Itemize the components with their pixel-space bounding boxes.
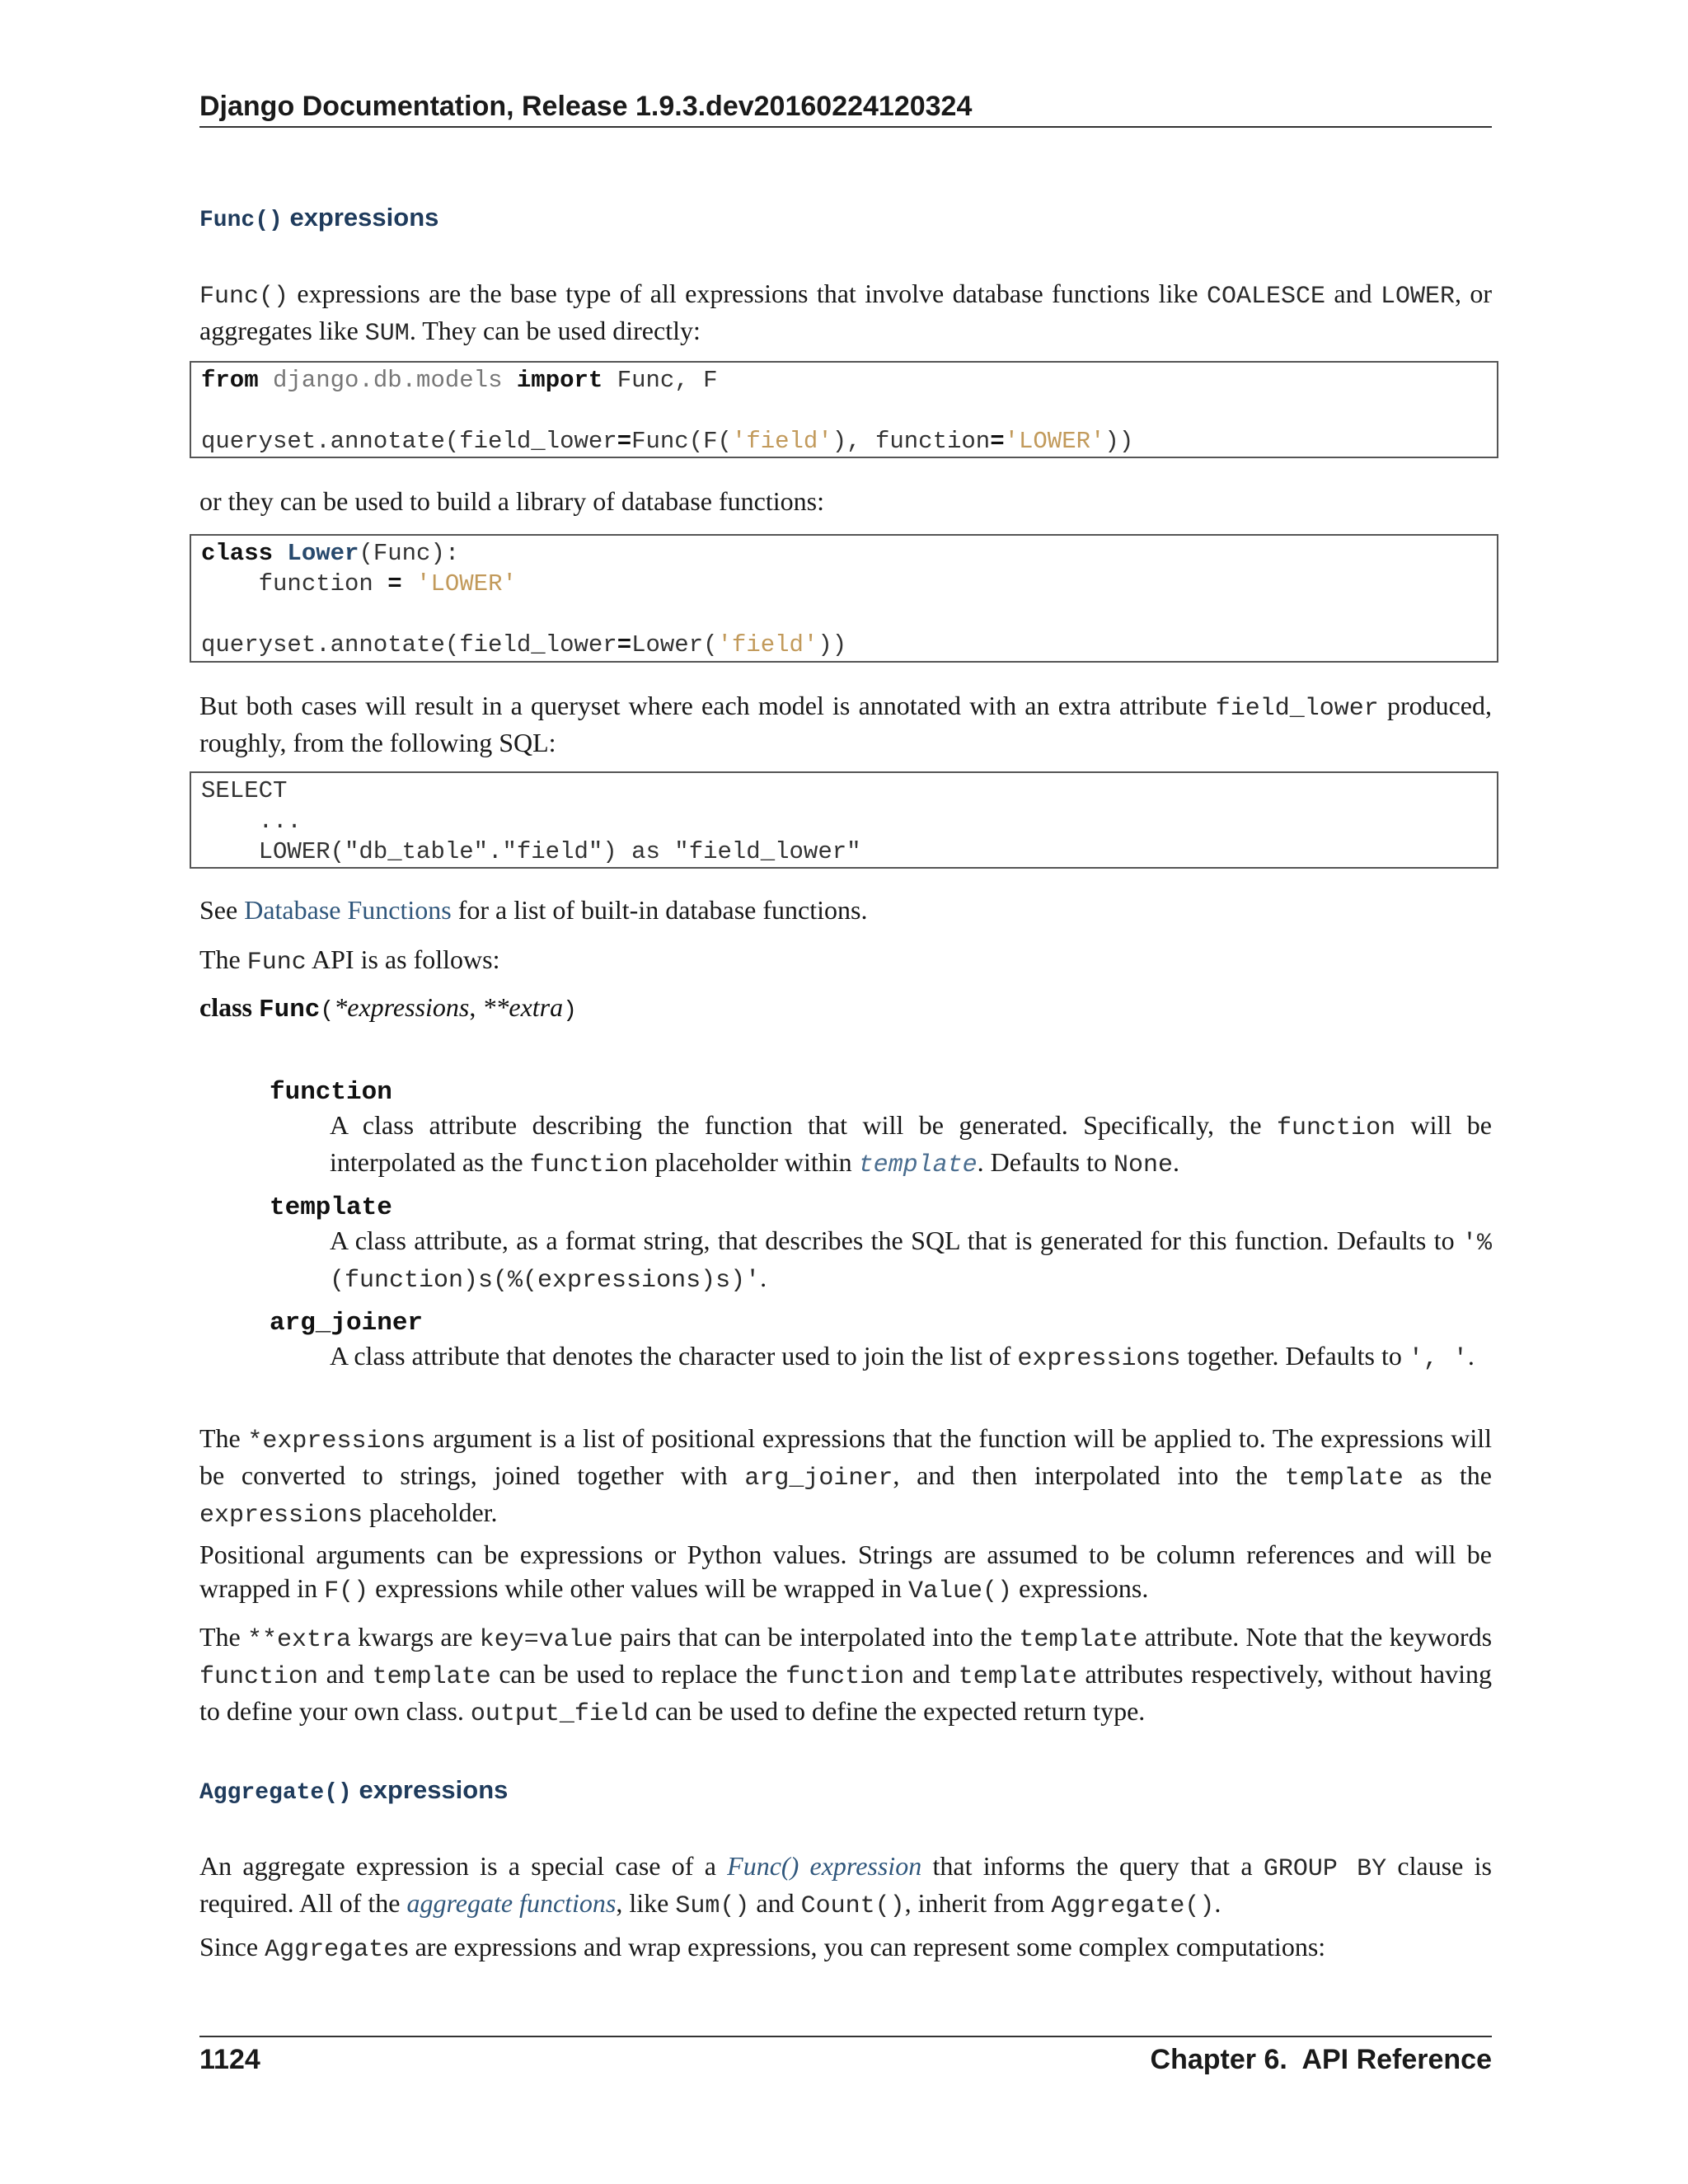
func-expression-link[interactable]: Func() expression <box>727 1851 922 1881</box>
code-block-library: class Lower(Func): function = 'LOWER' queryset.annotate(field_lower=Lower('field')) <box>190 534 1498 663</box>
heading-code: Func() <box>199 208 283 233</box>
both-cases-paragraph: But both cases will result in a queryset where each model is annotated with an extra attribute field_lower produced, roughly, from the following SQL: <box>199 691 1493 757</box>
page-number: 1124 <box>199 2044 260 2075</box>
attribute-desc-template: A class attribute, as a format string, that describes the SQL that is generated for this function. Defaults to '%(function)s(%(expressions)s)'. <box>330 1226 1492 1295</box>
api-paragraph: The Func API is as follows: <box>199 944 500 977</box>
running-header: Django Documentation, Release 1.9.3.dev20160224120324 <box>199 91 1492 128</box>
library-paragraph: or they can be used to build a library of database functions: <box>199 486 824 516</box>
attribute-desc-arg-joiner: A class attribute that denotes the character used to join the list of expressions together. Defaults to ', '. <box>330 1341 1475 1373</box>
aggregate-computations-paragraph: Since Aggregates are expressions and wrap expressions, you can represent some complex computations: <box>199 1932 1326 1964</box>
attribute-desc-function: A class attribute describing the function that will be generated. Specifically, the function will be interpolated as the function placeholder within template. Defaults to None. <box>330 1110 1493 1179</box>
attribute-name-function: function <box>270 1078 392 1107</box>
aggregate-functions-link[interactable]: aggregate functions <box>406 1888 617 1918</box>
page-footer <box>199 2036 1492 2076</box>
database-functions-link[interactable]: Database Functions <box>244 895 452 925</box>
heading-text: expressions <box>289 203 439 232</box>
section-heading-aggregate <box>199 1775 508 1806</box>
class-signature: class Func(*expressions, **extra) <box>199 992 577 1024</box>
code-block-sql: SELECT ... LOWER("db_table"."field") as "field_lower" <box>190 771 1498 869</box>
positional-paragraph: Positional arguments can be expressions or Python values. Strings are assumed to be column references and will be wrapped in F() expressions while other values will be wrapped in Value() expressions. <box>199 1540 1492 1605</box>
chapter-title: Chapter 6. API Reference <box>1150 2044 1492 2075</box>
code-block-direct-use: from django.db.models import Func, F queryset.annotate(field_lower=Func(F('field'), function='LOWER')) <box>190 361 1498 458</box>
attribute-name-arg-joiner: arg_joiner <box>270 1309 424 1338</box>
expressions-paragraph: The *expressions argument is a list of positional expressions that the function will be applied to. The expressions will be converted to strings, joined together with arg_joiner, and then interpolated into the template as the expressions placeholder. <box>199 1423 1493 1530</box>
heading-code: Aggregate() <box>199 1780 352 1806</box>
see-paragraph: See Database Functions for a list of built-in database functions. <box>199 895 868 925</box>
intro-paragraph: Func() expressions are the base type of all expressions that involve database functions like COALESCE and LOWER, or aggregates like SUM. They can be used directly: <box>199 279 1493 348</box>
aggregate-paragraph: An aggregate expression is a special case of a Func() expression that informs the query that a GROUP BY clause is required. All of the aggregate functions, like Sum() and Count(), inherit from Aggregate(). <box>199 1851 1492 1920</box>
extra-paragraph: The **extra kwargs are key=value pairs that can be interpolated into the template attribute. Note that the keywords function and template can be used to replace the function and template attributes respectively, without having to define your own class. output_field can be used to define the expected return type. <box>199 1622 1493 1728</box>
template-link[interactable]: template <box>858 1151 978 1179</box>
section-heading-func <box>199 203 438 233</box>
attribute-name-template: template <box>270 1193 392 1222</box>
heading-text: expressions <box>359 1775 509 1804</box>
